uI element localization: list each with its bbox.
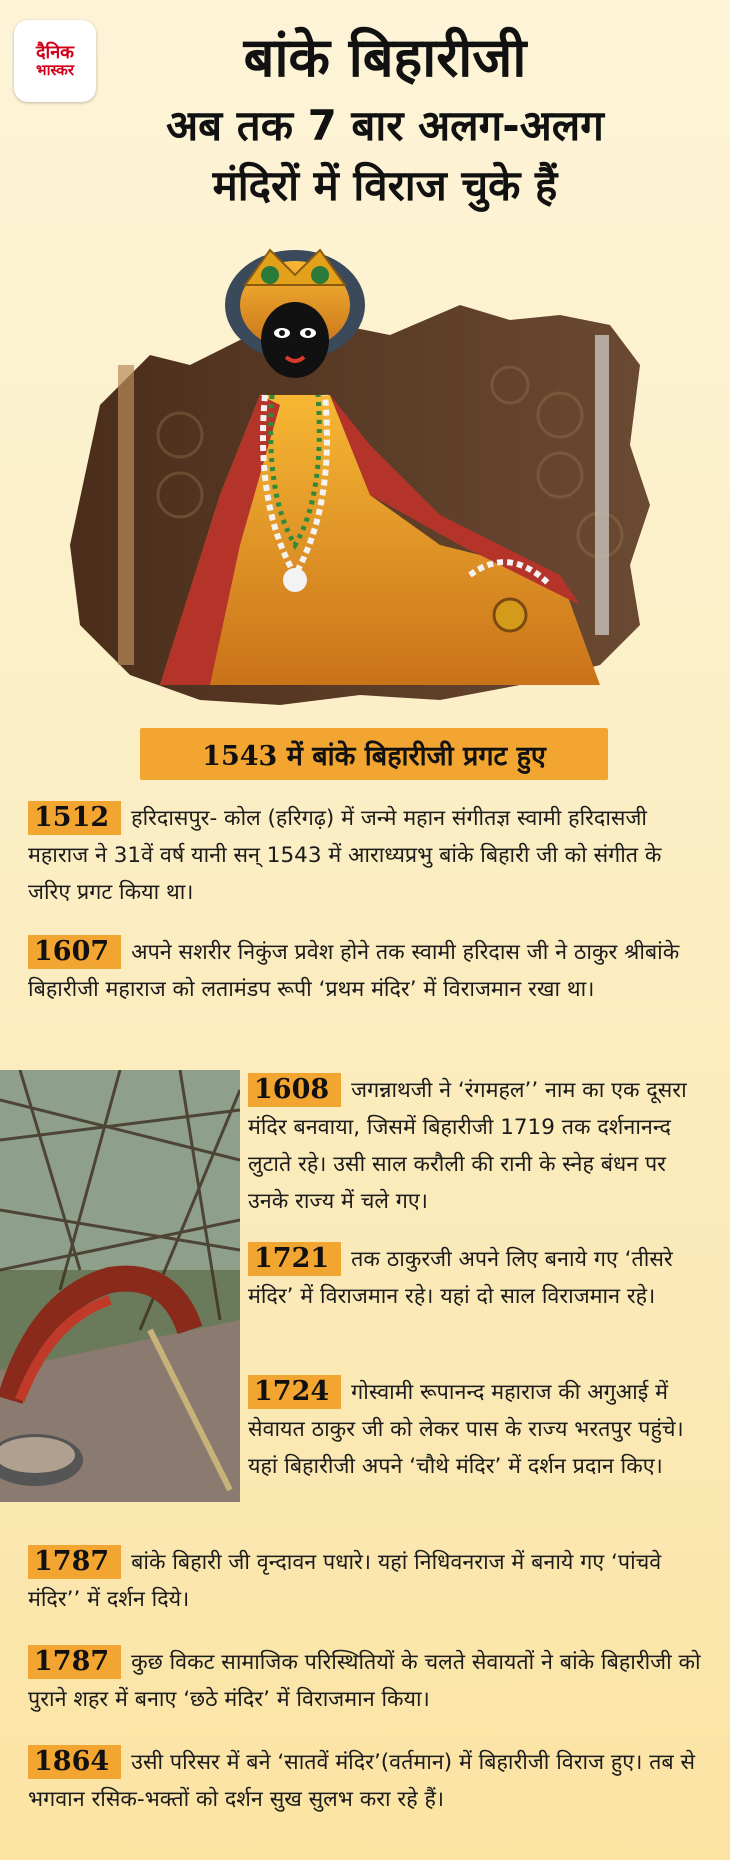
- entry-text: हरिदासपुर- कोल (हरिगढ़) में जन्मे महान संगीतज्ञ स्वामी हरिदासजी महाराज ने 31वें वर्ष यानी सन् 1543 में आराध्यप्रभु बांके बिहारी जी को संगीत के जरिए प्रगट किया था।: [28, 806, 662, 905]
- timeline-entry-1607: [28, 934, 708, 1008]
- year-badge: 1512: [28, 801, 121, 835]
- timeline-entry-1721: [248, 1241, 710, 1315]
- nidhivan-photo: [0, 1070, 240, 1502]
- title-line-2: अब तक 7 बार अलग-अलग: [166, 101, 604, 150]
- entry-text: तक ठाकुरजी अपने लिए बनाये गए ‘तीसरे मंदिर’ में विराजमान रहे। यहां दो साल विराजमान रहे।: [248, 1247, 673, 1309]
- year-badge: 1724: [248, 1375, 341, 1409]
- logo-line-1: दैनिक: [35, 41, 75, 63]
- year-badge: 1864: [28, 1745, 121, 1779]
- year-badge: 1608: [248, 1073, 341, 1107]
- year-badge: 1607: [28, 935, 121, 969]
- headline-banner: 1543 में बांके बिहारीजी प्रगट हुए: [140, 728, 608, 780]
- entry-text: अपने सशरीर निकुंज प्रवेश होने तक स्वामी हरिदास जी ने ठाकुर श्रीबांके बिहारीजी महाराज को लतामंडप रूपी ‘प्रथम मंदिर’ में विराजमान रखा था।: [28, 940, 680, 1002]
- timeline-entry-1787-a: [28, 1544, 712, 1618]
- logo-line-2: भास्कर: [36, 60, 74, 79]
- year-badge: 1787: [28, 1645, 121, 1679]
- year-badge: 1721: [248, 1242, 341, 1276]
- entry-text: कुछ विकट सामाजिक परिस्थितियों के चलते सेवायतों ने बांके बिहारीजी को पुराने शहर में बनाए ‘छठे मंदिर’ में विराजमान किया।: [28, 1650, 701, 1712]
- timeline-entry-1864: [28, 1744, 712, 1818]
- entry-text: बांके बिहारी जी वृन्दावन पधारे। यहां निधिवनराज में बनाये गए ‘पांचवे मंदिर’’ में दर्शन दिये।: [28, 1550, 662, 1612]
- entry-text: जगन्नाथजी ने ‘रंगमहल’’ नाम का एक दूसरा मंदिर बनवाया, जिसमें बिहारीजी 1719 तक दर्शनानन्द लुटाते रहे। उसी साल करौली की रानी के स्नेह बंधन पर उनके राज्य में चले गए।: [248, 1078, 687, 1214]
- entry-text: गोस्वामी रूपानन्द महाराज की अगुआई में सेवायत ठाकुर जी को लेकर पास के राज्य भरतपुर पहुंचे। यहां बिहारीजी अपने ‘चौथे मंदिर’ में दर्शन प्रदान किए।: [248, 1380, 684, 1479]
- title-line-1: बांके बिहारीजी: [243, 26, 527, 89]
- timeline-entry-1724: [248, 1374, 710, 1485]
- deity-image: [40, 245, 690, 715]
- timeline-entry-1787-b: [28, 1644, 712, 1718]
- entry-text: उसी परिसर में बने ‘सातवें मंदिर’(वर्तमान) में बिहारीजी विराज हुए। तब से भगवान रसिक-भक्तों को दर्शन सुख सुलभ करा रहे हैं।: [28, 1750, 696, 1812]
- timeline-entry-1512: [28, 800, 708, 911]
- page-title: [60, 20, 710, 216]
- title-line-3: मंदिरों में विराज चुके हैं: [212, 161, 558, 210]
- year-badge: 1787: [28, 1545, 121, 1579]
- timeline-entry-1608: [248, 1072, 710, 1220]
